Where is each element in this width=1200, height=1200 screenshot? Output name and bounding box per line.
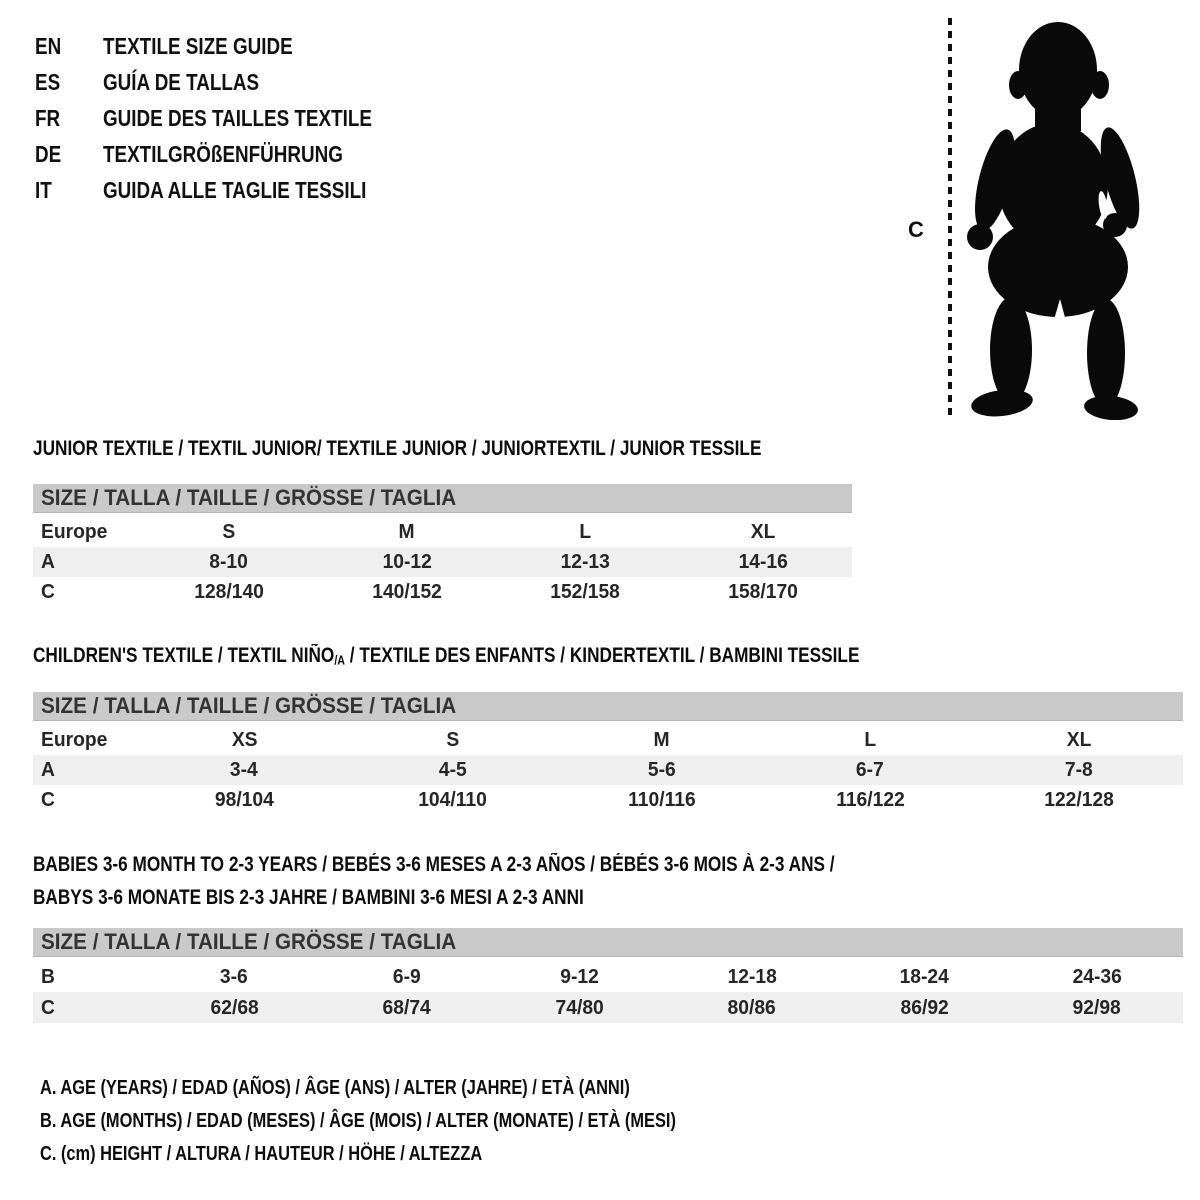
babies-title-line-1: BABIES 3-6 MONTH TO 2-3 YEARS / BEBÉS 3-6 MESES A 2-3 AÑOS / BÉBÉS 3-6 MOIS À 2-3 ANS / — [33, 852, 835, 876]
language-title: TEXTILE SIZE GUIDE — [103, 32, 293, 59]
height-measure-dashed-line — [948, 18, 952, 415]
row-label: C — [41, 995, 55, 1019]
babies-title-line-2: BABYS 3-6 MONATE BIS 2-3 JAHRE / BAMBINI 3-6 MESI A 2-3 ANNI — [33, 885, 584, 909]
size-cell: 4-5 — [438, 758, 467, 781]
language-code: DE — [35, 140, 62, 167]
language-row — [35, 64, 431, 100]
size-cell: 6-9 — [392, 964, 421, 988]
junior-section-title: JUNIOR TEXTILE / TEXTIL JUNIOR/ TEXTILE JUNIOR / JUNIORTEXTIL / JUNIOR TESSILE — [33, 437, 762, 460]
language-title: GUIDE DES TAILLES TEXTILE — [103, 104, 372, 131]
size-cell: M — [398, 520, 416, 543]
row-label: B — [41, 964, 55, 988]
language-code: ES — [35, 68, 61, 95]
size-cell: 3-6 — [220, 964, 249, 988]
size-cell: 140/152 — [372, 580, 442, 603]
size-cell: 9-12 — [559, 964, 599, 988]
size-cell: 12-18 — [727, 964, 777, 988]
size-cell: L — [579, 520, 591, 543]
size-cell: S — [446, 728, 460, 751]
language-code: IT — [35, 176, 52, 203]
row-label: C — [41, 580, 55, 603]
size-cell: 8-10 — [209, 550, 249, 573]
size-cell: M — [653, 728, 670, 751]
language-code: FR — [35, 104, 61, 131]
size-cell: 3-4 — [230, 758, 259, 781]
junior-size-table — [33, 484, 852, 607]
size-cell: 92/98 — [1072, 995, 1121, 1019]
size-cell: XS — [231, 728, 258, 751]
row-label: A — [41, 758, 55, 781]
row-label: C — [41, 788, 55, 811]
row-label: Europe — [41, 520, 108, 543]
size-cell: 12-13 — [560, 550, 610, 573]
table-row-age — [33, 547, 852, 577]
size-cell: 116/122 — [835, 788, 905, 811]
language-title: GUÍA DE TALLAS — [103, 68, 260, 95]
language-title: GUIDA ALLE TAGLIE TESSILI — [103, 176, 367, 203]
size-cell: 62/68 — [210, 995, 259, 1019]
size-cell: 110/116 — [627, 788, 696, 811]
size-header-bar: SIZE / TALLA / TAILLE / GRÖSSE / TAGLIA — [33, 692, 1183, 721]
size-cell: 68/74 — [382, 995, 431, 1019]
size-cell: 128/140 — [194, 580, 264, 603]
language-row — [35, 136, 431, 172]
table-row-europe — [33, 725, 1183, 755]
size-cell: 158/170 — [728, 580, 798, 603]
table-row-europe — [33, 517, 852, 547]
language-code: EN — [35, 32, 62, 59]
size-cell: XL — [750, 520, 776, 543]
figure-measure-label: C — [908, 217, 924, 242]
row-label: Europe — [41, 728, 108, 751]
babies-size-table — [33, 928, 1183, 1023]
nino-a-subscript: /A — [334, 652, 346, 668]
table-row-height — [33, 992, 1183, 1023]
size-cell: 24-36 — [1072, 964, 1122, 988]
toddler-silhouette-icon — [965, 15, 1140, 420]
size-cell: 98/104 — [214, 788, 274, 811]
language-row — [35, 100, 431, 136]
babies-section-title — [33, 848, 1011, 914]
size-cell: 74/80 — [555, 995, 604, 1019]
size-cell: 122/128 — [1043, 788, 1114, 811]
size-cell: 18-24 — [899, 964, 949, 988]
size-cell: 10-12 — [382, 550, 432, 573]
size-cell: 152/158 — [550, 580, 620, 603]
size-cell: 5-6 — [647, 758, 676, 781]
table-row-height — [33, 785, 1183, 815]
measure-legend — [40, 1072, 816, 1171]
size-header-bar: SIZE / TALLA / TAILLE / GRÖSSE / TAGLIA — [33, 484, 852, 513]
legend-line-b: B. AGE (MONTHS) / EDAD (MESES) / ÂGE (MOIS) / ALTER (MONATE) / ETÀ (MESI) — [40, 1110, 676, 1132]
row-label: A — [41, 550, 55, 573]
size-cell: S — [222, 520, 236, 543]
size-cell: 7-8 — [1064, 758, 1093, 781]
size-cell: 104/110 — [418, 788, 488, 811]
size-cell: 80/86 — [727, 995, 776, 1019]
size-cell: 86/92 — [900, 995, 949, 1019]
language-title: TEXTILGRÖßENFÜHRUNG — [103, 140, 343, 167]
table-row-height — [33, 577, 852, 607]
size-cell: 6-7 — [856, 758, 885, 781]
language-row — [35, 172, 431, 208]
children-section-title: CHILDREN'S TEXTILE / TEXTIL NIÑO/A / TEXTILE DES ENFANTS / KINDERTEXTIL / BAMBINI TESSILE — [33, 644, 860, 668]
table-row-months — [33, 961, 1183, 992]
table-row-age — [33, 755, 1183, 785]
language-title-list — [35, 28, 431, 208]
language-row — [35, 28, 431, 64]
size-cell: L — [864, 728, 876, 751]
legend-line-a: A. AGE (YEARS) / EDAD (AÑOS) / ÂGE (ANS) / ALTER (JAHRE) / ETÀ (ANNI) — [40, 1077, 630, 1099]
legend-line-c: C. (cm) HEIGHT / ALTURA / HAUTEUR / HÖHE / ALTEZZA — [40, 1143, 483, 1165]
children-size-table — [33, 692, 1183, 815]
size-header-bar: SIZE / TALLA / TAILLE / GRÖSSE / TAGLIA — [33, 928, 1183, 957]
size-cell: 14-16 — [738, 550, 788, 573]
size-cell: XL — [1066, 728, 1092, 751]
